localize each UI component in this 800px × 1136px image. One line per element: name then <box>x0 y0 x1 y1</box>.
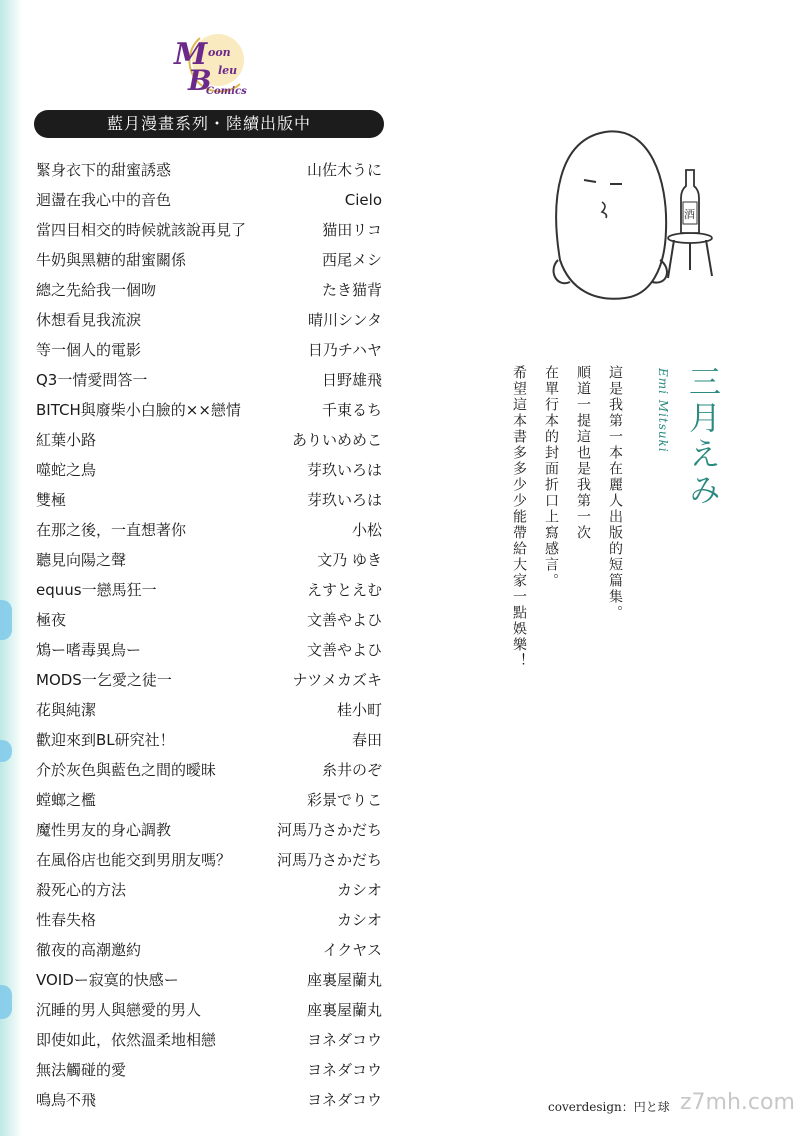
book-title: 無法觸碰的愛 <box>36 1061 127 1079</box>
book-author: 文乃 ゆき <box>317 551 382 569</box>
book-author: 猫田リコ <box>322 221 382 239</box>
book-list-item <box>36 1055 382 1085</box>
book-title: BITCH與廢柴小白臉的××戀情 <box>36 401 241 419</box>
book-list-item <box>36 965 382 995</box>
book-author: 日乃チハヤ <box>307 341 382 359</box>
book-title: 聽見向陽之聲 <box>36 551 127 569</box>
book-title: VOIDー寂寞的快感ー <box>36 971 179 989</box>
book-list-item <box>36 215 382 245</box>
book-author: たき猫背 <box>321 281 382 299</box>
book-list-item <box>36 335 382 365</box>
book-title: 沉睡的男人與戀愛的男人 <box>36 1001 202 1019</box>
book-list-item <box>36 665 382 695</box>
book-list-item <box>36 395 382 425</box>
book-title: 雙極 <box>36 491 67 509</box>
book-author: 文善やよひ <box>306 641 382 659</box>
book-list-item <box>36 515 382 545</box>
book-list-item <box>36 305 382 335</box>
book-author: 彩景でりこ <box>306 791 382 809</box>
book-title: 歡迎來到BL研究社！ <box>36 731 175 749</box>
author-message-line: 順道一提這也是我第一次 <box>575 365 591 541</box>
book-list-item <box>36 365 382 395</box>
author-name: 三月えみ <box>684 365 722 509</box>
book-list-item <box>36 905 382 935</box>
book-author: 座裏屋蘭丸 <box>306 1001 382 1019</box>
book-list-item <box>36 575 382 605</box>
book-title: 在風俗店也能交到男朋友嗎？ <box>36 851 232 869</box>
book-list-item <box>36 605 382 635</box>
book-author: ナツメカズキ <box>292 671 382 689</box>
author-message-line: 希望這本書多多少少能帶給大家一點娛樂！ <box>511 365 527 669</box>
book-list-item <box>36 695 382 725</box>
book-title: 鳴鳥不飛 <box>36 1091 97 1109</box>
book-title: 殺死心的方法 <box>36 881 127 899</box>
book-author: 晴川シンタ <box>307 311 382 329</box>
book-title: MODS一乞愛之徒一 <box>36 671 172 689</box>
cover-design-credit: coverdesign：円と球 <box>548 1100 670 1114</box>
author-message-line: 這是我第一本在麗人出版的短篇集。 <box>607 365 623 621</box>
book-title: 在那之後，一直想著你 <box>36 521 187 539</box>
character-illustration <box>540 110 720 310</box>
book-list-item <box>36 455 382 485</box>
moon-bleu-logo <box>170 26 260 100</box>
book-title: 花與純潔 <box>36 701 97 719</box>
book-author: カシオ <box>336 911 382 929</box>
book-author: 千東るち <box>321 401 382 419</box>
book-title: equus一戀馬狂一 <box>36 581 157 599</box>
book-title: 徹夜的高潮邀約 <box>36 941 142 959</box>
left-edge-bubble <box>0 985 12 1019</box>
book-list-item <box>36 425 382 455</box>
book-list-item <box>36 1085 382 1115</box>
series-banner: 藍月漫畫系列・陸續出版中 <box>34 110 384 138</box>
book-title: 極夜 <box>36 611 67 629</box>
book-author: 芽玖いろは <box>306 461 382 479</box>
book-title: 鴆ー嗜毒異鳥ー <box>36 641 142 659</box>
book-list-item <box>36 815 382 845</box>
book-title: 牛奶與黑糖的甜蜜關係 <box>36 251 187 269</box>
book-author: 小松 <box>351 521 382 539</box>
book-author: ありいめめこ <box>291 431 382 449</box>
book-title: 魔性男友的身心調教 <box>36 821 172 839</box>
author-message-line: 在單行本的封面折口上寫感言。 <box>543 365 559 589</box>
book-title: 等一個人的電影 <box>36 341 142 359</box>
book-list-item <box>36 995 382 1025</box>
book-author: 西尾メシ <box>321 251 382 269</box>
book-list-item <box>36 755 382 785</box>
book-author: ヨネダコウ <box>306 1031 382 1049</box>
book-title: Q3一情愛問答一 <box>36 371 148 389</box>
book-author: えすとえむ <box>306 581 382 599</box>
left-edge-bubble <box>0 600 12 640</box>
book-list-item <box>36 845 382 875</box>
book-title: 迴盪在我心中的音色 <box>36 191 172 209</box>
book-title: 噬蛇之鳥 <box>36 461 97 479</box>
book-list-item <box>36 185 382 215</box>
book-author: 桂小町 <box>336 701 382 719</box>
book-list-item <box>36 275 382 305</box>
book-author: 河馬乃さかだち <box>276 821 382 839</box>
left-edge-decoration <box>0 0 22 1136</box>
book-author: 座裏屋蘭丸 <box>306 971 382 989</box>
book-list-item <box>36 245 382 275</box>
book-list-item <box>36 785 382 815</box>
logo-text-leu: leu <box>218 64 238 77</box>
book-list-item <box>36 935 382 965</box>
svg-text:M: M <box>174 37 208 72</box>
book-title: 緊身衣下的甜蜜誘惑 <box>36 161 172 179</box>
book-author: 糸井のぞ <box>321 761 382 779</box>
book-list-item <box>36 1025 382 1055</box>
book-author: 山佐木うに <box>306 161 382 179</box>
book-title: 當四目相交的時候就該說再見了 <box>36 221 247 239</box>
book-list-item <box>36 485 382 515</box>
book-author: ヨネダコウ <box>306 1091 382 1109</box>
book-title: 紅葉小路 <box>36 431 97 449</box>
book-list <box>36 155 382 1115</box>
book-author: Cielo <box>344 191 382 209</box>
book-title: 介於灰色與藍色之間的曖昧 <box>36 761 217 779</box>
book-author: 春田 <box>351 731 382 749</box>
book-author: 芽玖いろは <box>306 491 382 509</box>
book-title: 即使如此，依然溫柔地相戀 <box>36 1031 217 1049</box>
book-title: 總之先給我一個吻 <box>36 281 157 299</box>
book-author: ヨネダコウ <box>306 1061 382 1079</box>
book-author: 河馬乃さかだち <box>276 851 382 869</box>
book-list-item <box>36 545 382 575</box>
book-author: イクヤス <box>322 941 382 959</box>
book-list-item <box>36 155 382 185</box>
book-list-item <box>36 725 382 755</box>
svg-text:B: B <box>188 64 212 97</box>
book-title: 螳螂之檻 <box>36 791 97 809</box>
logo-text-oon: oon <box>208 46 231 59</box>
book-list-item <box>36 875 382 905</box>
book-title: 休想看見我流淚 <box>36 311 142 329</box>
book-title: 性春失格 <box>36 911 97 929</box>
bottle-label: 酒 <box>684 208 695 221</box>
book-author: カシオ <box>336 881 382 899</box>
book-list-item <box>36 635 382 665</box>
logo-text-comics: Comics <box>206 86 247 97</box>
book-author: 文善やよひ <box>306 611 382 629</box>
author-romaji: Emi Mitsuki <box>656 368 670 453</box>
site-watermark: z7mh.com <box>680 1090 795 1115</box>
book-author: 日野雄飛 <box>321 371 382 389</box>
